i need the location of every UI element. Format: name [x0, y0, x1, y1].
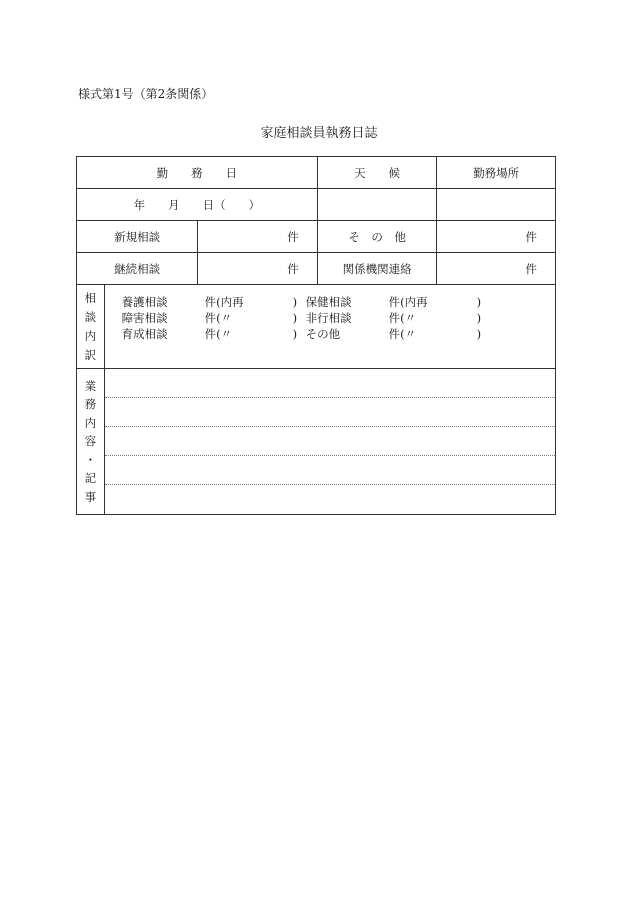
breakdown-close: ) [476, 327, 482, 341]
notes-line[interactable] [105, 398, 555, 427]
work-day-header: 勤 務 日 [77, 157, 318, 189]
breakdown-close: ) [476, 311, 482, 325]
continue-consult-count-field[interactable]: 件 [198, 253, 318, 285]
new-consult-count-field[interactable]: 件 [198, 221, 318, 253]
form-number-label: 様式第1号（第2条関係） [78, 87, 214, 101]
notes-line[interactable] [105, 485, 555, 513]
duties-notes-label: 業 務 内 容 ・ 記 事 [77, 369, 105, 515]
breakdown-label: 育成相談 [121, 327, 168, 341]
breakdown-close: ) [292, 295, 298, 309]
weather-header: 天 候 [317, 157, 437, 189]
date-field[interactable]: 年 月 日（ ） [77, 189, 318, 221]
agency-contact-label: 関係機関連絡 [317, 253, 437, 285]
consult-breakdown-label: 相 談 内 訳 [77, 285, 105, 369]
breakdown-close: ) [476, 295, 482, 309]
breakdown-count[interactable]: 件(〃 [388, 327, 417, 341]
workplace-header: 勤務場所 [437, 157, 556, 189]
consult-breakdown-area[interactable] [104, 285, 555, 369]
notes-line[interactable] [105, 427, 555, 456]
other-label: そ の 他 [317, 221, 437, 253]
new-consult-label: 新規相談 [77, 221, 198, 253]
breakdown-close: ) [292, 327, 298, 341]
breakdown-count[interactable]: 件(〃 [388, 311, 417, 325]
duties-notes-area[interactable] [104, 369, 555, 515]
breakdown-label: 保健相談 [305, 295, 352, 309]
agency-contact-count-field[interactable]: 件 [437, 253, 556, 285]
breakdown-count[interactable]: 件(〃 [204, 311, 233, 325]
breakdown-label: 養護相談 [121, 295, 168, 309]
breakdown-count[interactable]: 件(内再 [388, 295, 428, 309]
notes-line[interactable] [105, 369, 555, 398]
work-log-table [76, 156, 556, 515]
breakdown-count[interactable]: 件(内再 [204, 295, 244, 309]
workplace-field[interactable] [437, 189, 556, 221]
document-title: 家庭相談員執務日誌 [260, 126, 378, 141]
continue-consult-label: 継続相談 [77, 253, 198, 285]
notes-line[interactable] [105, 456, 555, 485]
breakdown-label: 障害相談 [121, 311, 168, 325]
breakdown-close: ) [292, 311, 298, 325]
other-count-field[interactable]: 件 [437, 221, 556, 253]
weather-field[interactable] [317, 189, 437, 221]
breakdown-label: 非行相談 [305, 311, 352, 325]
breakdown-label: その他 [305, 327, 341, 341]
breakdown-count[interactable]: 件(〃 [204, 327, 233, 341]
